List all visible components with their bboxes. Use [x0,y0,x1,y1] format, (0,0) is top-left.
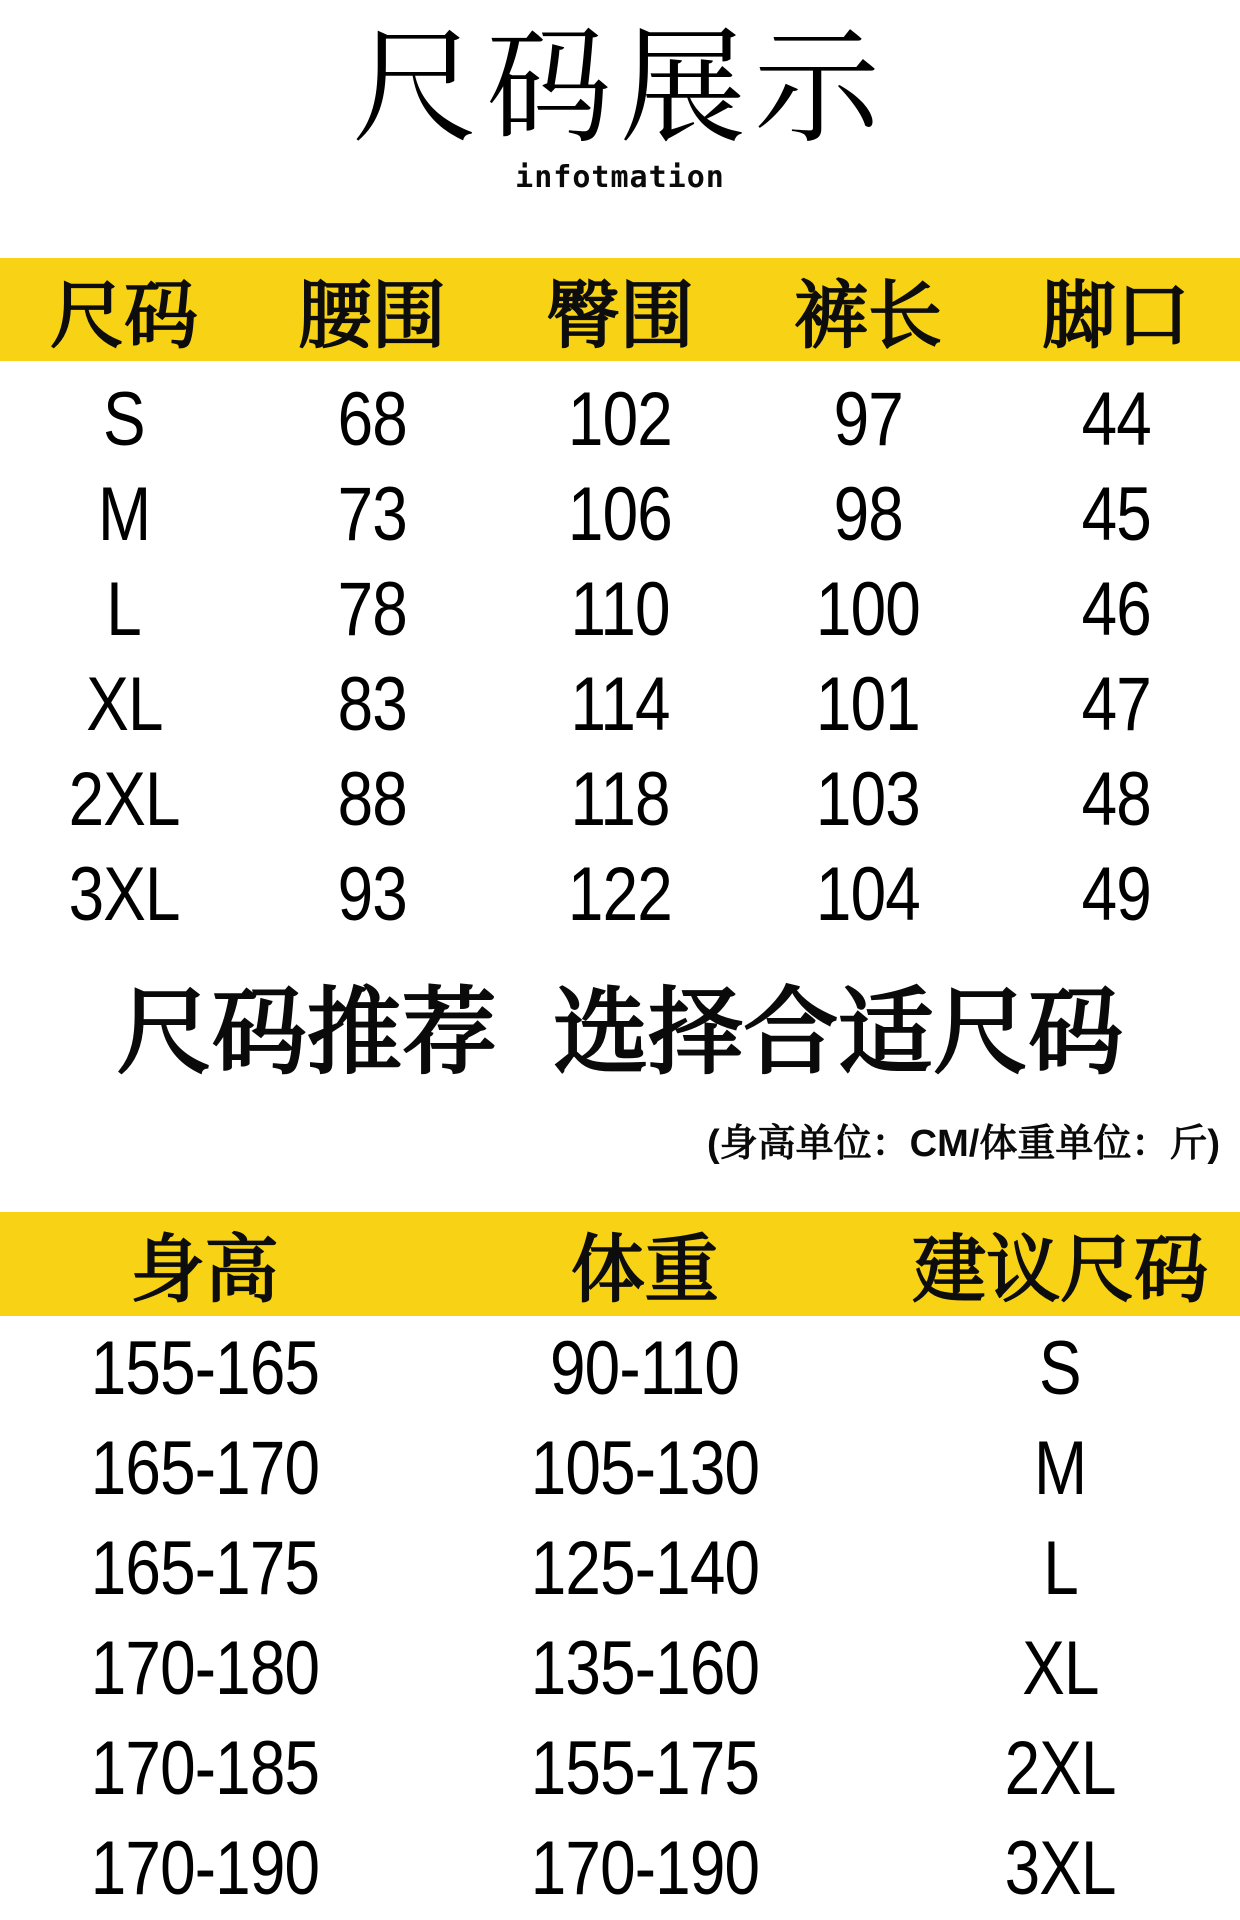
weight-range: 90-110 [550,1325,740,1411]
table-row [0,657,1240,752]
height-range: 165-175 [90,1525,319,1611]
hem-value: 45 [1081,472,1151,557]
weight-range: 170-190 [530,1825,759,1911]
table-row [0,1818,1240,1918]
size-value: 2XL [68,757,180,842]
table-row [0,1618,1240,1718]
hip-value: 114 [570,662,670,747]
size-table-header-waist: 腰围 [298,275,446,358]
unit-note: (身高单位：CM/体重单位：斤) [707,1123,1220,1165]
table-row [0,847,1240,942]
length-value: 98 [833,472,903,557]
recommend-heading-left: 尺码推荐 [116,980,497,1086]
table-row [0,1418,1240,1518]
size-value: S [103,377,145,462]
recommend-table-header-band [0,1212,1240,1316]
table-row [0,372,1240,467]
hem-value: 47 [1081,662,1151,747]
height-range: 165-170 [90,1425,319,1511]
length-value: 103 [815,757,921,842]
hem-value: 49 [1081,852,1151,937]
length-value: 101 [815,662,921,747]
suggested-size: M [1034,1425,1087,1511]
suggested-size: XL [1021,1625,1099,1711]
size-table-header-band [0,258,1240,361]
recommend-heading [0,978,1240,1088]
height-range: 170-185 [90,1725,319,1811]
size-table-header-length: 裤长 [794,275,942,358]
table-row [0,562,1240,657]
hem-value: 46 [1081,567,1151,652]
hip-value: 106 [567,472,673,557]
height-range: 170-190 [90,1825,319,1911]
suggested-size: L [1042,1525,1078,1611]
suggested-size: S [1039,1325,1082,1411]
height-range: 155-165 [90,1325,319,1411]
suggested-size: 3XL [1004,1825,1116,1911]
hip-value: 110 [570,567,670,652]
waist-value: 73 [337,472,407,557]
hip-value: 102 [567,377,673,462]
size-value: L [106,567,142,652]
waist-value: 68 [337,377,407,462]
hip-value: 122 [567,852,673,937]
recommend-header-height: 身高 [130,1230,279,1312]
recommend-heading-right: 选择合适尺码 [553,980,1124,1086]
table-row [0,1718,1240,1818]
weight-range: 105-130 [530,1425,759,1511]
waist-value: 88 [337,757,407,842]
size-table-header-size: 尺码 [50,275,198,358]
hem-value: 48 [1081,757,1151,842]
page-subtitle: infotmation [515,160,725,195]
weight-range: 125-140 [530,1525,759,1611]
waist-value: 78 [337,567,407,652]
table-row [0,752,1240,847]
size-table-body [0,372,1240,942]
table-row [0,1318,1240,1418]
table-row [0,1518,1240,1618]
length-value: 104 [815,852,921,937]
size-table-header-hem: 脚口 [1042,275,1190,358]
hip-value: 118 [570,757,670,842]
size-table-header-hip: 臀围 [546,275,694,358]
length-value: 100 [815,567,921,652]
recommend-header-weight: 体重 [570,1230,719,1312]
waist-value: 93 [337,852,407,937]
size-value: M [97,472,151,557]
suggested-size: 2XL [1004,1725,1116,1811]
size-value: XL [85,662,163,747]
waist-value: 83 [337,662,407,747]
length-value: 97 [833,377,903,462]
size-value: 3XL [68,852,180,937]
height-range: 170-180 [90,1625,319,1711]
hem-value: 44 [1081,377,1151,462]
weight-range: 155-175 [530,1725,759,1811]
weight-range: 135-160 [530,1625,759,1711]
page-title: 尺码展示 [352,20,888,159]
table-row [0,467,1240,562]
recommend-table-body [0,1318,1240,1918]
recommend-header-size: 建议尺码 [912,1230,1209,1312]
